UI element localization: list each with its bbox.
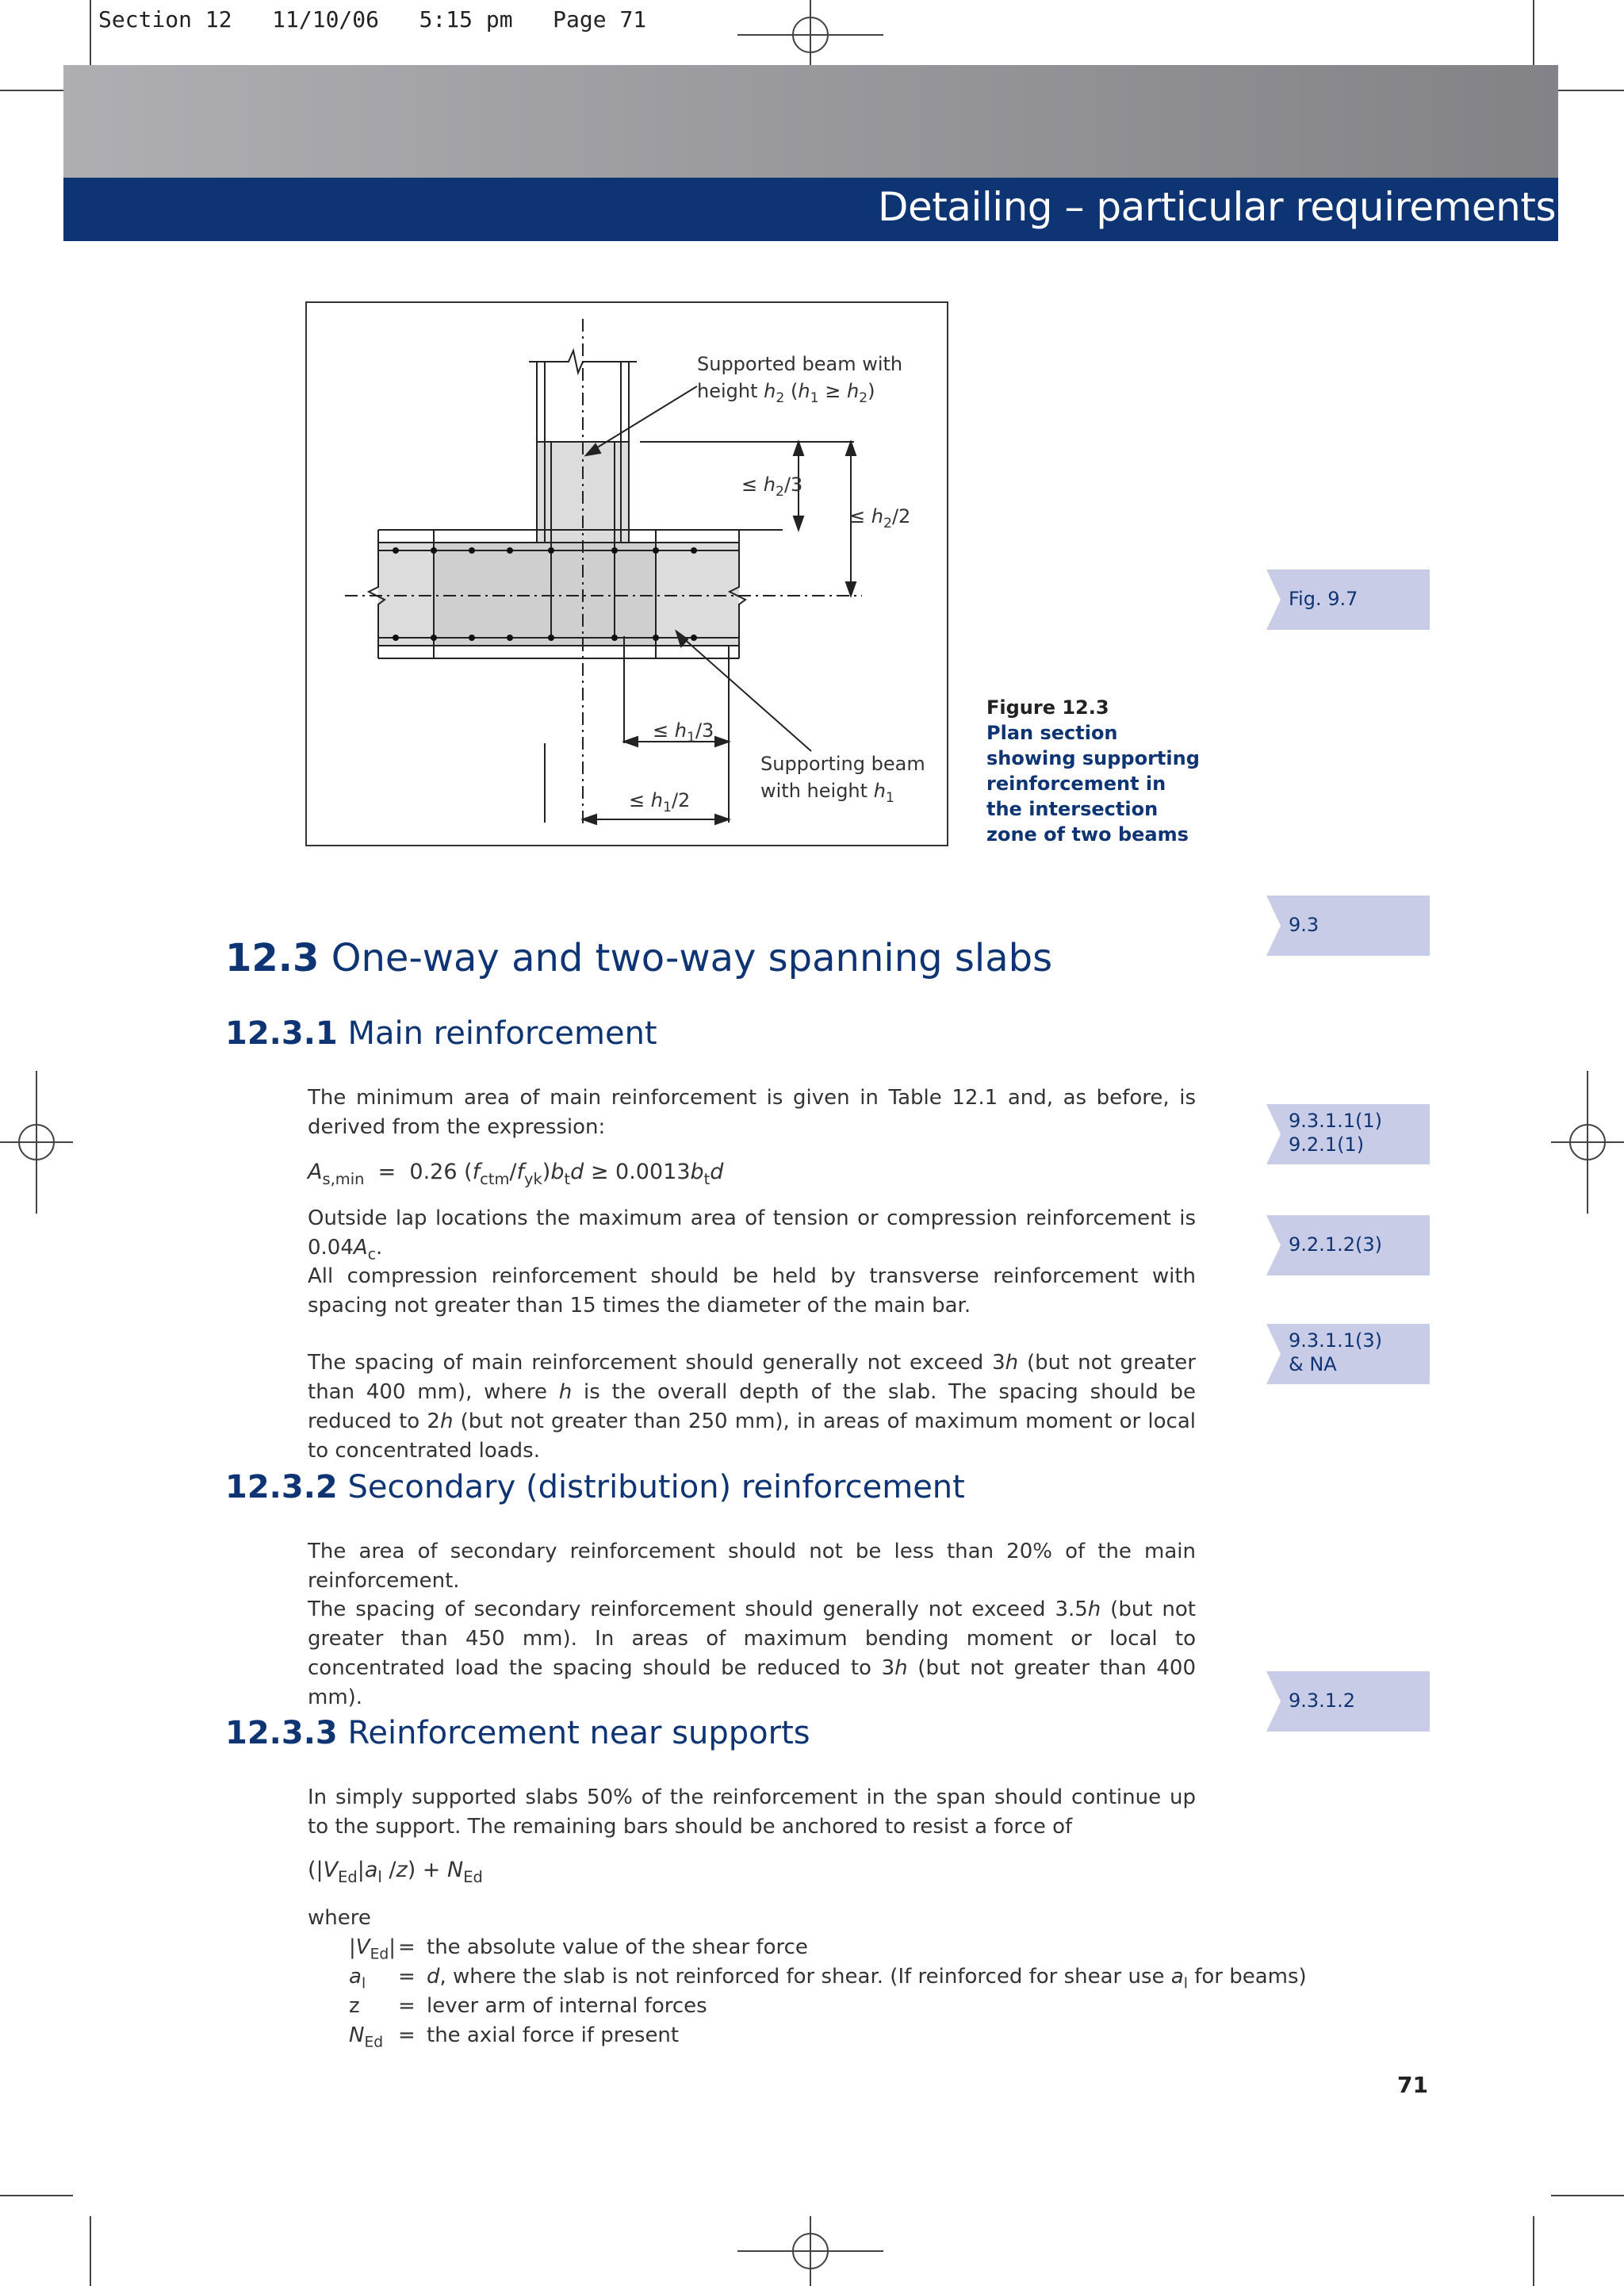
label-sub: 2 (775, 484, 784, 501)
eq-sub: t (564, 1169, 571, 1188)
figure-caption-number: Figure 12.3 (986, 696, 1109, 719)
eq-sub: yk (524, 1169, 542, 1188)
label-var: h (650, 789, 663, 811)
margin-ref-fig-9-7 (1266, 570, 1430, 630)
section-title: One-way and two-way spanning slabs (331, 936, 1053, 980)
label-supported-height: height (697, 380, 764, 402)
subsection-heading-12-3-1 (225, 1015, 657, 1052)
label-h1-half (629, 787, 690, 814)
def-sub: l (1183, 1975, 1188, 1993)
page-number: 71 (1397, 2072, 1428, 2098)
label-sub: 2 (776, 390, 785, 407)
label-h2-third (741, 471, 803, 501)
eq-text: ) + (407, 1858, 448, 1882)
eq-text: ≥ 0.0013 (584, 1160, 691, 1184)
equation-anchorage-force (308, 1858, 483, 1886)
subsection-number: 12.3.3 (225, 1715, 338, 1751)
sym-var: V (355, 1935, 370, 1959)
definition-text: the absolute value of the shear force (427, 1935, 808, 1959)
para-text: . (375, 1236, 383, 1260)
label-text: ) (868, 380, 875, 402)
margin-ref-text: 9.2.1.2(3) (1289, 1233, 1382, 1256)
margin-ref-9-3-1-1-1 (1266, 1104, 1430, 1164)
paragraph (308, 1595, 1196, 1713)
definition-row (349, 2021, 1307, 2050)
margin-ref-text: 9.3.1.1(3) (1289, 1329, 1382, 1352)
para-text: (but not greater than 250 mm), in areas of maximum moment or local to concentrated loads. (308, 1410, 1196, 1463)
print-slug: Section 12 11/10/06 5:15 pm Page 71 (98, 6, 647, 33)
label-text: ≤ (849, 505, 871, 527)
para-text: Outside lap locations the maximum area of tension or compression reinforcement is 0.04 (308, 1206, 1196, 1260)
definition-symbol (349, 1933, 398, 1962)
eq-var: f (472, 1160, 481, 1184)
definitions-table (349, 1933, 1307, 2050)
subsection-number: 12.3.1 (225, 1015, 338, 1052)
para-text: (but not greater than 400 mm), where (308, 1351, 1196, 1404)
label-text: ≤ (629, 789, 651, 811)
subsection-heading-12-3-3 (225, 1715, 810, 1751)
para-var: h (1087, 1598, 1101, 1621)
para-text: (but not greater than 450 mm). In areas of maximum bending moment or local to concentrated load the spacing should be reduced to 3 (308, 1598, 1196, 1680)
label-text: with height (760, 780, 874, 802)
definition-row (349, 1992, 1307, 2021)
def-text: for beams) (1187, 1965, 1307, 1989)
section-heading (225, 936, 1052, 980)
eq-var: V (323, 1858, 339, 1882)
margin-ref-9-3-1-2 (1266, 1671, 1430, 1732)
paragraph: All compression reinforcement should be held by transverse reinforcement with spacing not greater than 15 times the diameter of the main bar. (308, 1264, 1196, 1318)
paragraph: The area of secondary reinforcement should not be less than 20% of the main reinforcement. (308, 1540, 1196, 1593)
label-text: ≥ (818, 380, 847, 402)
eq-var: N (447, 1858, 464, 1882)
para-var: h (439, 1410, 454, 1433)
paragraph (308, 1204, 1196, 1263)
margin-ref-text: 9.3 (1289, 914, 1320, 936)
margin-ref-text: Fig. 9.7 (1289, 588, 1358, 610)
def-var: a (1170, 1965, 1184, 1989)
eq-sub: s,min (322, 1169, 365, 1188)
label-text: /3 (695, 719, 714, 742)
eq-var: b (550, 1160, 565, 1184)
eq-text: ) (542, 1160, 551, 1184)
subsection-number: 12.3.2 (225, 1469, 338, 1505)
eq-sub: t (703, 1169, 710, 1188)
paragraph: In simply supported slabs 50% of the reinforcement in the span should continue up to the support. The remaining bars should be anchored to resist a force of (308, 1785, 1196, 1839)
label-sub: 2 (859, 390, 868, 407)
where-label: where (308, 1906, 371, 1930)
definition-equals: = (398, 1965, 416, 1989)
definition-symbol (349, 1962, 398, 1992)
para-var: h (1005, 1351, 1019, 1375)
definition-symbol (349, 2021, 398, 2050)
label-var: h (846, 380, 860, 402)
figure-12-3 (305, 301, 948, 846)
eq-text: (| (308, 1858, 324, 1882)
eq-var: z (396, 1858, 408, 1882)
para-text: The spacing of main reinforcement should generally not exceed 3 (308, 1351, 1005, 1375)
label-h1-third (653, 717, 714, 744)
def-var: d (427, 1965, 440, 1989)
sym-var: N (349, 2023, 365, 2047)
section-number: 12.3 (225, 936, 320, 980)
para-sub: c (367, 1246, 376, 1264)
label-text: /2 (891, 505, 911, 527)
eq-var: d (570, 1160, 584, 1184)
label-supporting-line1: Supporting beam (760, 753, 925, 775)
header-title: Detailing – particular requirements (877, 184, 1556, 230)
definition-equals: = (398, 2023, 416, 2047)
eq-var: f (516, 1160, 525, 1184)
label-supporting-beam (760, 750, 925, 807)
label-supported-line1: Supported beam with (697, 353, 903, 375)
label-text: ≤ (653, 719, 675, 742)
para-text: (but not greater than 400 mm). (308, 1656, 1196, 1709)
label-sub: 1 (885, 790, 894, 807)
label-h2-half (849, 503, 910, 530)
sym-text: | (389, 1935, 396, 1959)
label-sub: 1 (686, 730, 695, 746)
definition-row (349, 1933, 1307, 1962)
para-text: The spacing of secondary reinforcement should generally not exceed 3.5 (308, 1598, 1088, 1621)
label-sub: 1 (810, 390, 819, 407)
definition-equals: = (398, 1935, 416, 1959)
definition-row (349, 1962, 1307, 1992)
label-var: h (798, 380, 810, 402)
paragraph: The minimum area of main reinforcement is given in Table 12.1 and, as before, is derived from the expression: (308, 1086, 1196, 1139)
label-var: h (674, 719, 687, 742)
figure-caption (986, 695, 1201, 847)
para-var: h (894, 1656, 908, 1680)
para-var: A (353, 1236, 368, 1260)
figure-caption-text: Plan section showing supporting reinforcement in the intersection zone of two beams (986, 722, 1200, 846)
definition-text: the axial force if present (427, 2023, 680, 2047)
label-text: /3 (783, 474, 803, 496)
label-var: h (871, 505, 883, 527)
eq-var: b (690, 1160, 704, 1184)
label-text: /2 (671, 789, 691, 811)
def-text: , where the slab is not reinforced for shear. (If reinforced for shear use (439, 1965, 1171, 1989)
margin-ref-9-3-1-1-3 (1266, 1324, 1430, 1384)
definition-text: lever arm of internal forces (427, 1994, 707, 2018)
eq-var: d (710, 1160, 724, 1184)
equation-as-min (308, 1160, 724, 1188)
label-sub: 1 (662, 800, 672, 816)
margin-ref-text: 9.3.1.1(1) (1289, 1110, 1382, 1132)
label-text: ( (784, 380, 799, 402)
eq-var: a (364, 1858, 378, 1882)
label-supported-beam (697, 351, 902, 405)
para-text: is the overall depth of the slab. The spacing should be reduced to 2 (308, 1380, 1196, 1433)
definition-symbol: z (349, 1994, 360, 2018)
eq-sub: ctm (480, 1169, 510, 1188)
eq-text: / (381, 1858, 396, 1882)
header-grey-band (63, 65, 1558, 178)
sym-sub: Ed (364, 2034, 384, 2051)
label-var: h (873, 780, 886, 802)
eq-text: = 0.26 ( (364, 1160, 473, 1184)
eq-sub: l (377, 1867, 382, 1886)
margin-ref-text: 9.2.1(1) (1289, 1133, 1365, 1156)
sym-text: | (349, 1935, 356, 1959)
eq-sub: Ed (463, 1867, 483, 1886)
label-text: ≤ (741, 474, 764, 496)
subsection-heading-12-3-2 (225, 1469, 965, 1505)
label-sub: 2 (883, 516, 892, 532)
margin-ref-text: 9.3.1.2 (1289, 1690, 1355, 1712)
sym-var: a (349, 1965, 362, 1989)
label-var: h (764, 380, 776, 402)
paragraph (308, 1348, 1196, 1466)
eq-text: | (357, 1858, 365, 1882)
eq-var: A (308, 1160, 323, 1184)
eq-sub: Ed (338, 1867, 358, 1886)
definition-text (427, 1962, 1307, 1992)
eq-text: / (509, 1160, 517, 1184)
margin-ref-text: & NA (1289, 1353, 1337, 1375)
margin-ref-9-2-1-2-3 (1266, 1215, 1430, 1275)
sym-sub: Ed (370, 1946, 389, 1963)
sym-sub: l (361, 1975, 366, 1993)
margin-ref-9-3 (1266, 896, 1430, 956)
subsection-title: Secondary (distribution) reinforcement (347, 1469, 965, 1505)
definition-equals: = (398, 1994, 416, 2018)
definitions-list (308, 1904, 1307, 2050)
subsection-title: Main reinforcement (347, 1015, 657, 1052)
subsection-title: Reinforcement near supports (347, 1715, 810, 1751)
para-var: h (558, 1380, 573, 1404)
label-var: h (763, 474, 776, 496)
